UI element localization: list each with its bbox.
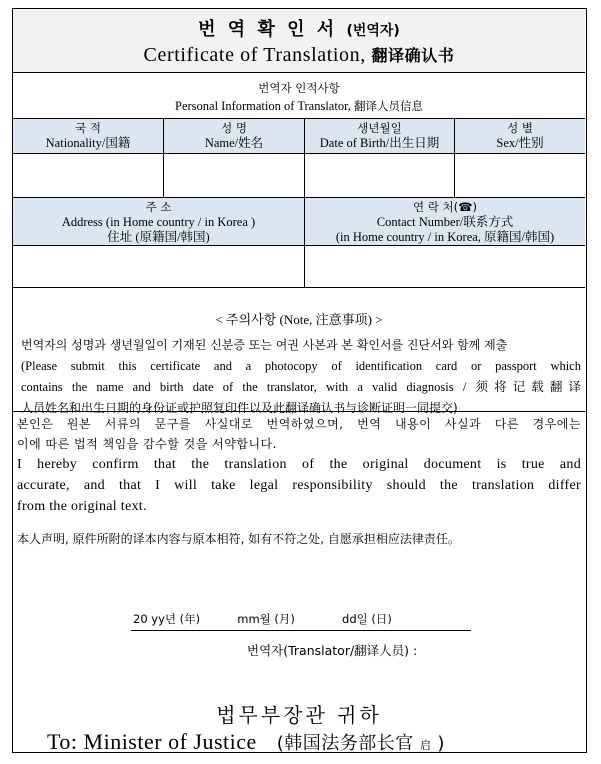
note-line-4: 人员姓名和出生日期的身份证或护照复印件以及此翻译确认书与诊断证明一同提交) <box>21 401 458 415</box>
personal-info-korean: 번역자 인적사항 <box>258 81 340 95</box>
contact-header: 연 락 처(☎) Contact Number/联系方式 (in Home country / in Korea, 原籍国/韩国) <box>304 198 585 246</box>
sex-field[interactable] <box>454 154 585 198</box>
personal-info-english: Personal Information of Translator, 翻译人员信息 <box>175 99 423 113</box>
address-header: 주 소 Address (in Home country / in Korea ) 住址 (原籍国/韩国) <box>13 198 304 246</box>
personal-info-header <box>13 73 585 119</box>
nationality-field[interactable] <box>13 154 163 198</box>
note-line-3: contains the name and birth date of the translator, with a valid diagnosis / 须将记载翻译 <box>21 380 581 394</box>
date-row <box>133 611 473 627</box>
declaration-ko-line-1: 본인은 원본 서류의 문구를 사실대로 번역하였으며, 번역 내용이 사실과 다른 경우에는 <box>17 417 581 431</box>
title-korean-sub: (번역자) <box>346 23 400 39</box>
sex-header: 성 별 Sex/性别 <box>454 119 585 154</box>
title-korean: 번 역 확 인 서 (번역자) <box>198 19 400 40</box>
note-body <box>21 335 581 419</box>
title-english: Certificate of Translation, 翻译确认书 <box>143 44 455 66</box>
addressee-chinese-small: 启 <box>419 739 432 752</box>
addressee-english: To: Minister of Justice (韩国法务部长官 启 ) <box>47 729 445 754</box>
name-header: 성 명 Name/姓名 <box>163 119 304 154</box>
date-year[interactable]: 20 yy년 (年) <box>133 612 201 626</box>
dob-header: 생년월일 Date of Birth/出生日期 <box>304 119 454 154</box>
date-day[interactable]: dd일 (日) <box>342 612 392 626</box>
addressee-korean: 법무부장관 귀하 <box>216 703 382 727</box>
declaration-ko-line-2: 이에 따른 법적 책임을 감수할 것을 서약합니다. <box>17 437 277 451</box>
translator-signature-label: 번역자(Translator/翻译人员) : <box>247 643 418 658</box>
declaration-en-line-1: I hereby confirm that the translation of the original document is true and <box>17 457 581 472</box>
certificate-form <box>12 8 587 753</box>
contact-field[interactable] <box>304 246 585 288</box>
title-chinese: 翻译确认书 <box>371 46 455 65</box>
name-field[interactable] <box>163 154 304 198</box>
note-title: < 주의사항 (Note, 注意事项) > <box>215 312 383 327</box>
title-section <box>13 9 585 73</box>
date-month[interactable]: mm월 (月) <box>237 612 295 626</box>
nationality-header: 국 적 Nationality/国籍 <box>13 119 163 154</box>
note-line-1: 번역자의 성명과 생년월일이 기재된 신분증 또는 여권 사본과 본 확인서를 진단서와 함께 제출 <box>21 338 508 352</box>
addressee-chinese: (韩国法务部长官 <box>276 733 414 754</box>
declaration-section <box>13 411 585 549</box>
date-underline <box>131 630 471 631</box>
address-field[interactable] <box>13 246 304 288</box>
declaration-en-line-2: accurate, and that I will take legal responsibility should the translation differ <box>17 478 581 493</box>
note-line-2: (Please submit this certificate and a photocopy of identification card or passport which <box>21 359 581 373</box>
declaration-zh: 本人声明, 原件所附的译本内容与原本相符, 如有不符之处, 自愿承担相应法律责任。 <box>17 532 460 546</box>
dob-field[interactable] <box>304 154 454 198</box>
declaration-en-line-3: from the original text. <box>17 499 147 514</box>
